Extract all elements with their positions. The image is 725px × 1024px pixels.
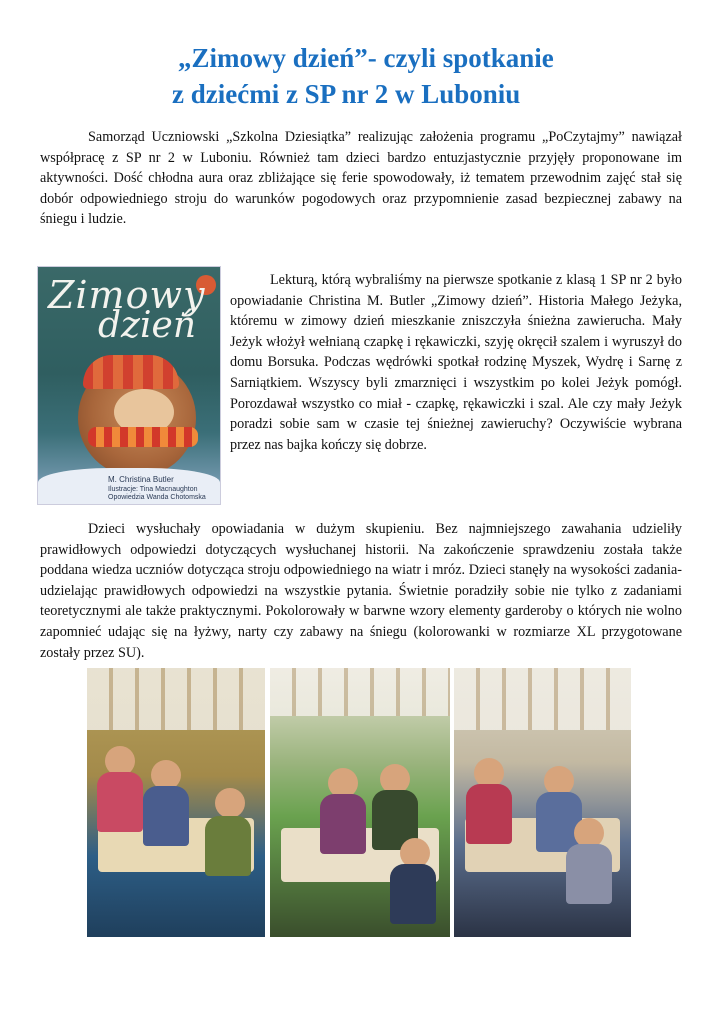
hedgehog-scarf-illustration	[88, 427, 198, 447]
cover-translator-credit: Opowiedzia Wanda Chotomska	[108, 494, 206, 501]
wall-pictures	[270, 668, 450, 716]
intro-paragraph-text: Samorząd Uczniowski „Szkolna Dziesiątka” realizując założenia programu „PoCzytajmy” nawiązał współpracę z SP nr 2 w Luboniu. Również tam dzieci bardzo entuzjastycznie przyjęły proponowane im aktywności. Dość chłodna aura oraz zbliżające się ferie spowodowały, iż tematem przewodnim zajęć stał się dobór odpowiedniego stroju do warunków pogodowych oraz przypomnienie zasad bezpiecznej zabawy na śniegu i ludzie.	[40, 129, 682, 228]
cover-title-line-1: Zimowy	[48, 273, 206, 317]
wall-pictures	[87, 668, 265, 730]
story-paragraph	[230, 270, 682, 455]
book-cover-image	[37, 266, 221, 505]
title-line-1: „Zimowy dzień”- czyli spotkanie	[178, 43, 554, 73]
cover-illustrator-credit: Ilustracje: Tina Macnaughton	[108, 486, 198, 493]
hedgehog-hat-illustration	[83, 355, 179, 389]
title-line-2: z dziećmi z SP nr 2 w Luboniu	[172, 79, 521, 109]
child-head	[215, 788, 245, 818]
child-body	[143, 786, 189, 846]
activity-paragraph	[40, 519, 682, 663]
child-body	[536, 792, 582, 852]
child-body	[320, 794, 366, 854]
cover-title-line-2: dzień	[98, 305, 197, 346]
activity-paragraph-text: Dzieci wysłuchały opowiadania w dużym skupieniu. Bez najmniejszego zawahania udzieliły prawidłowych odpowiedzi dotyczących wysłuchanej historii. Na zakończenie sprawdzeniu została także poddana wiedza uczniów dotycząca stroju odpowiedniego na wiatr i mróz. Dzieci stanęły na wysokości zadania- udzielając prawidłowych odpowiedzi na wszystkie pytania. Świetnie poradziły sobie nie tylko z zadaniami teoretycznymi ale także praktycznymi. Pokolorowały w barwne wzory elementy garderoby o których nie wolno zapomnieć udając się na łyżwy, narty czy zabawy na śniegu (kolorowanki w rozmiarze XL przygotowane zostały przez SU).	[40, 521, 682, 661]
intro-paragraph	[40, 127, 682, 230]
child-body	[390, 864, 436, 924]
classroom-photo-2	[270, 668, 450, 937]
story-paragraph-text: Lekturą, którą wybraliśmy na pierwsze spotkanie z klasą 1 SP nr 2 było opowiadanie Christina M. Butler „Zimowy dzień”. Historia Małego Jeżyka, któremu w zimowy dzień mieszkanie zniszczyła śnieżna zawierucha. Mały Jeżyk włożył wełnianą czapkę i rękawiczki, szyję okręcił szalem i wyruszył do domu Borsuka. Podczas wędrówki spotkał rodzinę Myszek, Wydrę i Sarnę z Sarniątkiem. Wszyscy byli zmarznięci i wszystkim po kolei Jeżyk pomógł. Porozdawał wszystko co miał - czapkę, rękawiczki i szal. Ale czy mały Jeżyk poradzi sobie sam w czasie tej śnieżnej zawieruchy? Oczywiście wybrana przez nas bajka kończy się dobrze.	[230, 272, 682, 453]
wall-pictures	[454, 668, 631, 730]
classroom-photo-3	[454, 668, 631, 937]
child-body	[466, 784, 512, 844]
child-body	[205, 816, 251, 876]
cover-author: M. Christina Butler	[108, 475, 174, 484]
page-title	[0, 40, 725, 112]
child-body	[566, 844, 612, 904]
child-body	[97, 772, 143, 832]
classroom-photo-1	[87, 668, 265, 937]
